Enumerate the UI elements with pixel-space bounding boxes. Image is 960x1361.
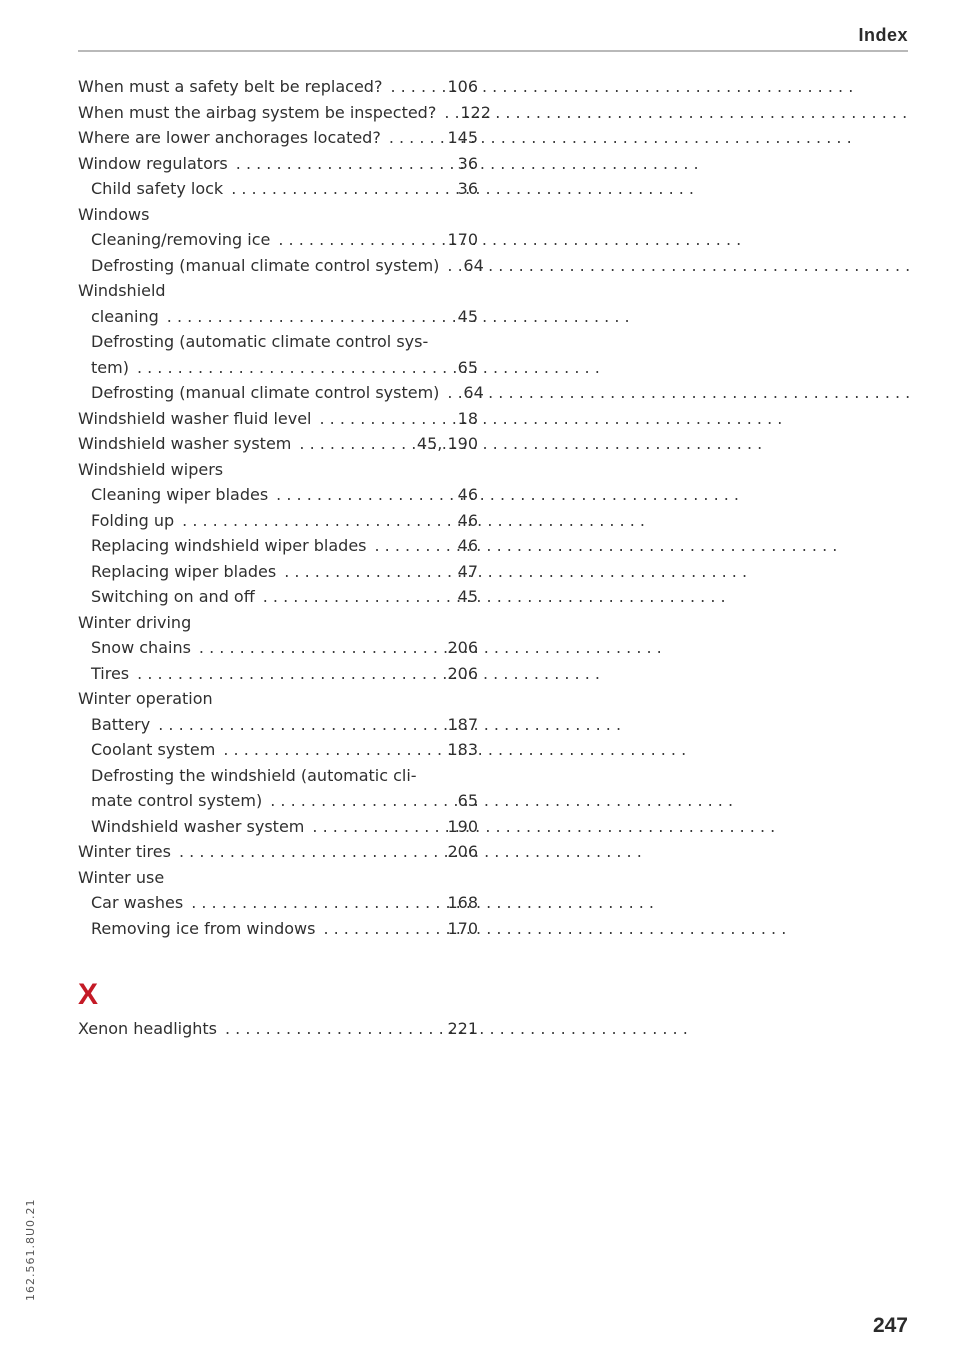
index-entry-page: 65 [457, 357, 478, 377]
dot-leader [236, 151, 450, 177]
index-entry-page: 106 [447, 77, 478, 96]
index-entry [78, 916, 478, 942]
index-entry-page: 170 [447, 918, 478, 938]
index-entry-page: 45, 190 [416, 434, 478, 453]
dot-leader [167, 304, 450, 330]
index-entry [78, 278, 478, 304]
index-entry [78, 431, 478, 457]
dot-leader [323, 916, 439, 942]
index-entry [78, 814, 478, 840]
dot-leader [223, 737, 439, 763]
index-entry [78, 457, 478, 483]
index-entry-page: 206 [447, 638, 478, 657]
index-entry-page: 122 [460, 102, 491, 122]
index-entry-page: 46 [457, 485, 478, 504]
index-entry-page: 206 [447, 842, 478, 861]
index-entry-text: Switching on and off [91, 587, 255, 606]
index-entry-page: 183 [447, 740, 478, 759]
index-entry-text: Defrosting (manual climate control system) [91, 255, 440, 275]
index-entry-page: 45 [457, 306, 478, 326]
index-entry-page: 206 [447, 663, 478, 683]
index-entry-text: Windshield washer system [78, 434, 292, 453]
section-title: Index [858, 25, 908, 45]
dot-leader [312, 814, 439, 840]
index-entry [78, 125, 478, 151]
index-entry [78, 661, 478, 687]
index-entry [78, 865, 478, 891]
index-entry-text: Cleaning/removing ice [91, 230, 271, 249]
index-list [78, 74, 491, 941]
index-entry-text: Removing ice from windows [91, 918, 316, 938]
index-entry-text: Replacing windshield wiper blades [91, 536, 367, 555]
index-entry-page: 18 [457, 408, 478, 428]
dot-leader [276, 482, 449, 508]
index-entry-page: 64 [463, 255, 484, 275]
index-entry [78, 737, 478, 763]
dot-leader [137, 661, 439, 687]
index-entry [78, 227, 478, 253]
index-entry [78, 74, 478, 100]
dot-leader [444, 100, 452, 126]
letter-heading-x: X [78, 978, 99, 1011]
index-entry-page: 145 [447, 128, 478, 147]
index-entry-text: When must a safety belt be replaced? [78, 77, 383, 96]
index-entry-page: 170 [447, 230, 478, 249]
dot-leader [137, 355, 450, 381]
index-entry-page: 64 [463, 383, 484, 402]
index-entry [78, 100, 491, 126]
index-entry-page: 65 [457, 791, 478, 810]
index-entry-text: When must the airbag system be inspected? [78, 102, 437, 122]
index-entry [78, 508, 478, 534]
index-list-x [78, 1016, 478, 1042]
index-entry-text: Folding up [91, 510, 175, 530]
dot-leader [199, 635, 440, 661]
index-entry-text: Winter tires [78, 842, 171, 861]
index-entry-text: mate control system) [91, 791, 263, 810]
index-entry [78, 176, 478, 202]
index-entry-text: Winter use [78, 867, 165, 887]
index-entry-text: cleaning [91, 306, 159, 326]
index-entry-page: 187 [447, 714, 478, 734]
index-entry [78, 202, 478, 228]
dot-leader [225, 1016, 439, 1042]
index-entry [78, 1016, 478, 1042]
dot-leader [389, 125, 440, 151]
index-entry [78, 329, 478, 355]
dot-leader [390, 74, 439, 100]
index-entry-page: 190 [447, 816, 478, 836]
index-entry [78, 788, 478, 814]
index-entry [78, 763, 478, 789]
dot-leader [278, 227, 439, 253]
index-entry-text: Where are lower anchorages located? [78, 128, 381, 147]
index-entry [78, 380, 484, 406]
index-entry [78, 559, 478, 585]
index-entry [78, 584, 478, 610]
dot-leader [158, 712, 439, 738]
index-entry [78, 253, 484, 279]
index-entry [78, 890, 478, 916]
dot-leader [447, 253, 455, 279]
dot-leader [263, 584, 450, 610]
index-entry-text: Windshield [78, 281, 166, 300]
index-entry-page: 221 [447, 1019, 478, 1038]
header-rule [78, 50, 908, 52]
index-entry-text: Defrosting (manual climate control system) [91, 383, 440, 402]
index-entry-text: Snow chains [91, 638, 191, 657]
index-entry-page: 47 [457, 561, 478, 581]
index-entry [78, 482, 478, 508]
index-entry-text: tem) [91, 357, 129, 377]
dot-leader [191, 890, 439, 916]
index-entry-text: Winter operation [78, 689, 213, 708]
index-entry-text: Windows [78, 204, 150, 224]
index-entry-text: Child safety lock [91, 179, 224, 198]
index-entry-page: 46 [457, 510, 478, 530]
dot-leader [299, 431, 409, 457]
dot-leader [182, 508, 449, 534]
index-entry [78, 533, 478, 559]
index-entry-page: 36 [457, 153, 478, 173]
index-entry-text: Windshield wipers [78, 459, 224, 479]
index-entry-text: Cleaning wiper blades [91, 485, 269, 504]
index-entry-text: Defrosting (automatic climate control sys- [91, 332, 429, 351]
index-entry [78, 355, 478, 381]
dot-leader [320, 406, 450, 432]
index-entry-page: 36 [457, 179, 478, 198]
index-entry [78, 610, 478, 636]
index-entry-page: 46 [457, 536, 478, 555]
page-number: 247 [872, 1314, 908, 1337]
index-entry-page: 45 [457, 587, 478, 606]
index-entry-text: Battery [91, 714, 151, 734]
index-entry-text: Winter driving [78, 612, 192, 632]
index-entry [78, 151, 478, 177]
index-entry [78, 839, 478, 865]
index-entry [78, 712, 478, 738]
index-entry-text: Xenon headlights [78, 1019, 217, 1038]
dot-leader [179, 839, 439, 865]
dot-leader [447, 380, 455, 406]
document-code: 162.561.8U0.21 [24, 1198, 37, 1301]
index-entry [78, 686, 478, 712]
index-entry-text: Car washes [91, 893, 184, 912]
index-entry [78, 304, 478, 330]
dot-leader [270, 788, 449, 814]
index-entry-text: Windshield washer fluid level [78, 408, 312, 428]
index-entry-page: 168 [447, 893, 478, 912]
index-entry-text: Defrosting the windshield (automatic cli- [91, 765, 417, 785]
index-entry [78, 406, 478, 432]
index-entry-text: Replacing wiper blades [91, 561, 277, 581]
index-entry [78, 635, 478, 661]
index-entry-text: Windshield washer system [91, 816, 305, 836]
index-entry-text: Window regulators [78, 153, 228, 173]
dot-leader [231, 176, 449, 202]
dot-leader [375, 533, 450, 559]
dot-leader [284, 559, 449, 585]
index-entry-text: Tires [91, 663, 130, 683]
index-entry-text: Coolant system [91, 740, 216, 759]
